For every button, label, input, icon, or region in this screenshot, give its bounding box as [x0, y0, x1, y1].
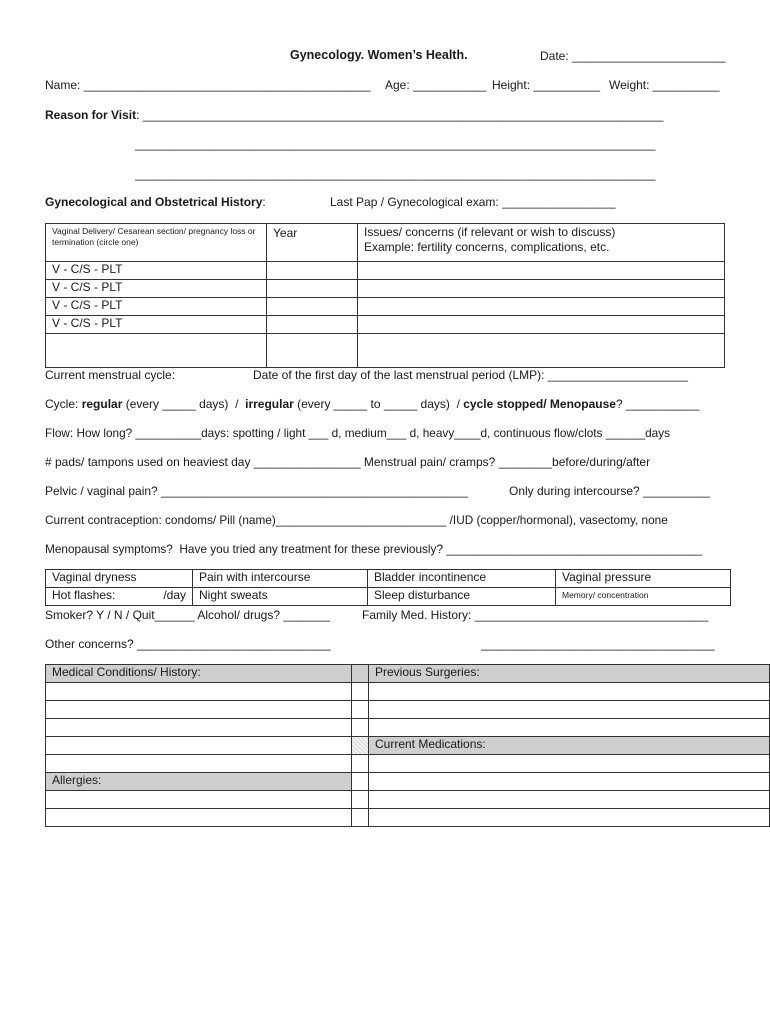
table-row: V - C/S - PLT	[46, 298, 725, 316]
table-row	[46, 737, 770, 755]
table-row	[46, 755, 770, 773]
flow-line[interactable]: Flow: How long? __________days: spotting / light ___ d, medium___ d, heavy____d, continuous flow/clots ______days	[45, 426, 670, 440]
table-row	[46, 683, 770, 701]
vaginal-dryness-cell[interactable]: Vaginal dryness	[46, 570, 193, 588]
table-row	[46, 701, 770, 719]
last-pap-field[interactable]: Last Pap / Gynecological exam: _________________	[330, 195, 616, 209]
reason-for-visit[interactable]	[45, 108, 663, 122]
table-row	[46, 809, 770, 827]
name-field[interactable]: Name: ___________________________________________	[45, 78, 371, 92]
bladder-cell[interactable]: Bladder incontinence	[368, 570, 556, 588]
table-row	[46, 773, 770, 791]
table-row	[46, 719, 770, 737]
form-title: Gynecology. Women’s Health.	[290, 48, 468, 62]
table-row	[46, 791, 770, 809]
height-field[interactable]: Height: __________	[492, 78, 601, 92]
symptoms-table	[45, 569, 731, 606]
family-history-field[interactable]: Family Med. History: ___________________________________	[362, 608, 709, 622]
medical-conditions-header: Medical Conditions/ History:	[46, 665, 352, 683]
reason-label: Reason for Visit	[45, 108, 137, 122]
smoker-alcohol-line[interactable]: Smoker? Y / N / Quit______ Alcohol/ drugs? _______	[45, 608, 331, 622]
obstetric-history-table	[45, 223, 725, 368]
col-delivery-header: Vaginal Delivery/ Cesarean section/ pregnancy loss or termination (circle one)	[46, 224, 267, 262]
col-year-header: Year	[267, 224, 358, 262]
hot-flashes-cell[interactable]: Hot flashes: /day	[46, 588, 193, 606]
table-row: V - C/S - PLT	[46, 262, 725, 280]
reason-line-3[interactable]: ______________________________________________________________________________	[135, 167, 656, 181]
other-concerns-line[interactable]: ___________________________________	[481, 637, 715, 651]
weight-field[interactable]: Weight: __________	[609, 78, 720, 92]
lmp-field[interactable]: Date of the first day of the last menstrual period (LMP): _____________________	[253, 368, 688, 382]
table-row	[46, 334, 725, 368]
col-issues-header: Issues/ concerns (if relevant or wish to discuss) Example: fertility concerns, complications, etc.	[358, 224, 725, 262]
menopausal-line[interactable]: Menopausal symptoms? Have you tried any treatment for these previously? _______________________________________	[45, 542, 703, 556]
contraception-line[interactable]: Current contraception: condoms/ Pill (name)__________________________ /IUD (copper/hormonal), vasectomy, none	[45, 513, 668, 527]
age-field[interactable]: Age: ___________	[385, 78, 487, 92]
pads-line[interactable]: # pads/ tampons used on heaviest day ________________ Menstrual pain/ cramps? ________before/during/after	[45, 455, 651, 469]
table-row: V - C/S - PLT	[46, 280, 725, 298]
table-row: V - C/S - PLT	[46, 316, 725, 334]
intercourse-pain-field[interactable]: Only during intercourse? __________	[509, 484, 710, 498]
allergies-header: Allergies:	[46, 773, 352, 791]
history-heading: Gynecological and Obstetrical History:	[45, 195, 266, 209]
memory-cell[interactable]: Memory/ concentration	[556, 588, 731, 606]
cycle-line[interactable]: Cycle: regular (every _____ days) / irregular (every _____ to _____ days) / cycle stopped/ Menopause? ___________	[45, 397, 700, 411]
current-medications-header: Current Medications:	[369, 737, 770, 755]
current-cycle-label: Current menstrual cycle:	[45, 368, 176, 382]
reason-line-2[interactable]: ______________________________________________________________________________	[135, 137, 656, 151]
sleep-cell[interactable]: Sleep disturbance	[368, 588, 556, 606]
vaginal-pressure-cell[interactable]: Vaginal pressure	[556, 570, 731, 588]
pelvic-pain-field[interactable]: Pelvic / vaginal pain? ______________________________________________	[45, 484, 469, 498]
night-sweats-cell[interactable]: Night sweats	[193, 588, 368, 606]
reason-line-1[interactable]: : ______________________________________________________________________________	[136, 108, 664, 122]
medical-history-table	[45, 664, 770, 827]
pain-intercourse-cell[interactable]: Pain with intercourse	[193, 570, 368, 588]
other-concerns-field[interactable]: Other concerns? _____________________________	[45, 637, 331, 651]
date-field[interactable]: Date: _______________________	[540, 49, 726, 63]
previous-surgeries-header: Previous Surgeries:	[369, 665, 770, 683]
